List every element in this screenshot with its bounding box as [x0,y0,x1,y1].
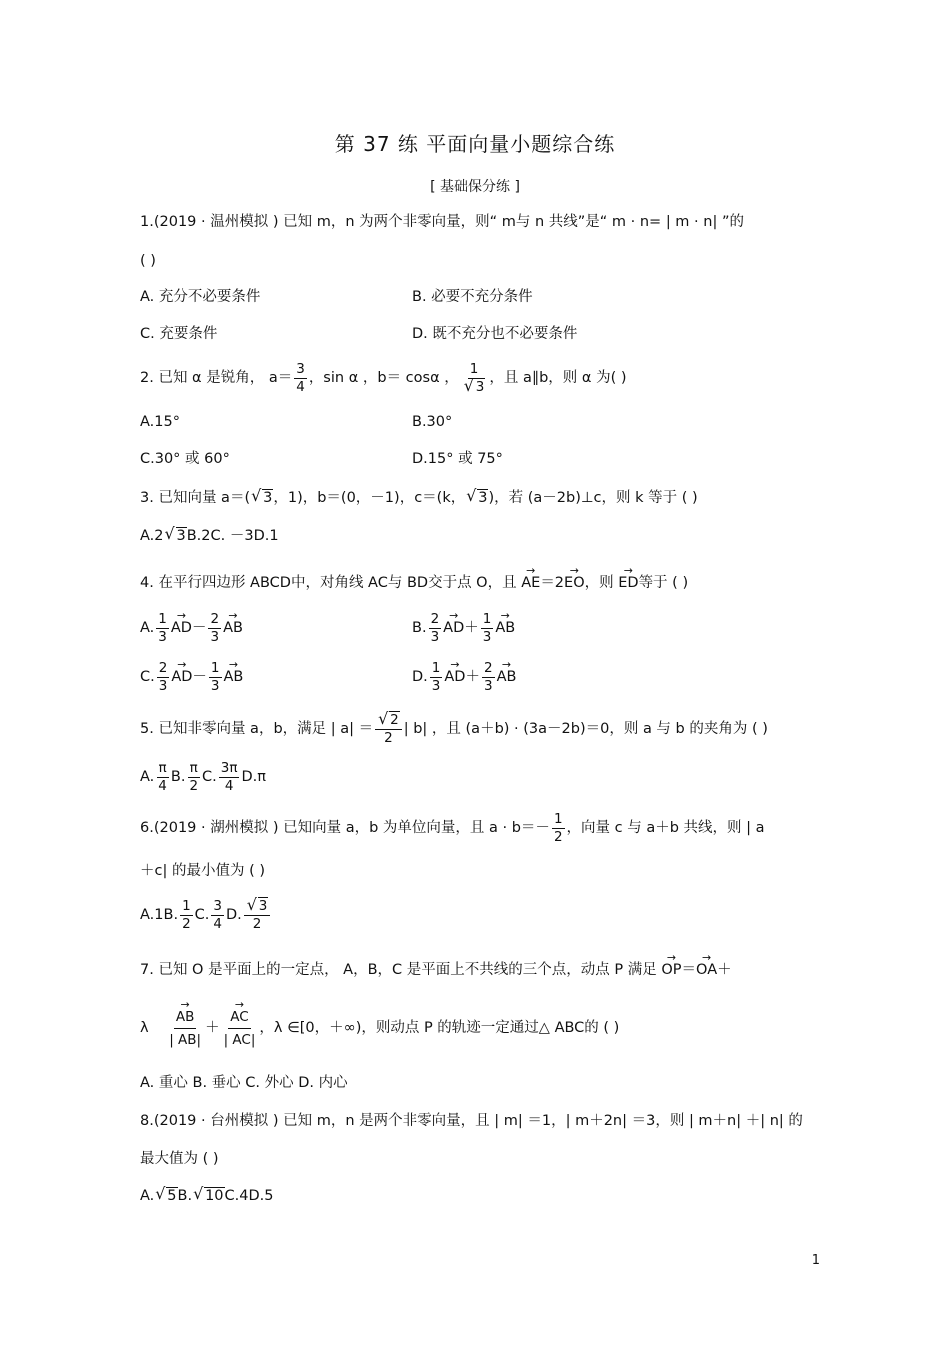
question-2-option-d: D.15° 或 75° [412,451,503,467]
option-label: D. [225,907,242,923]
option-label: C. [194,907,210,923]
question-4-text-mid: ，则 [584,575,619,591]
fraction-denominator: 3 [210,628,220,645]
question-4-option-b [412,609,515,647]
question-3-text-mid: ，1)，b＝(0，－1)，c＝(k， [273,490,466,506]
vector-oa: → OA [696,960,717,980]
fraction-numerator: 2 [210,610,220,627]
sqrt-sign [251,488,273,508]
question-8-options-rest: C.4D.5 [224,1188,274,1204]
question-1-option-d: D. 既不充分也不必要条件 [412,326,578,342]
fraction-denominator: 3 [430,628,440,645]
fraction-numerator: 1 [482,610,492,627]
question-1-option-a: A. 充分不必要条件 [140,289,261,305]
question-2-text-pre: 2. 已知 α 是锐角， a＝ [140,370,293,386]
option-label: A. [140,620,155,636]
question-7-options: A. 重心 B. 垂心 C. 外心 D. 内心 [140,1075,348,1091]
vector-eo: → EO [564,573,585,593]
fraction [482,660,495,695]
fraction-numerator: 3 [296,360,305,377]
fraction-numerator: π [189,759,198,776]
option-label: C. [202,769,217,785]
question-4-option-c [140,658,243,696]
fraction-numerator [244,898,271,916]
question-7-equals: ＝ [681,962,697,978]
option-label: A. [140,769,155,785]
option-label: A. [140,1188,155,1204]
radicand: 2 [390,711,399,728]
page-number: 1 [811,1253,820,1268]
fraction-numerator: 1 [469,360,479,377]
fraction-denominator: 4 [158,777,167,794]
question-7-stem-line2 [140,1000,619,1056]
fraction [244,898,271,933]
fraction-denominator: 2 [189,777,199,794]
sqrt-sign [247,898,269,915]
fraction-numerator: 2 [483,659,493,676]
question-5-text-pre: 5. 已知非零向量 a，b，满足 | a| ＝ [140,721,374,737]
option-label: C. [140,669,155,685]
fraction-denominator [461,379,488,396]
option-label: B. [412,620,427,636]
question-8-options [140,1186,274,1206]
fraction-numerator: 1 [210,659,220,676]
question-4-text-pre: 4. 在平行四边形 ABCD中，对角线 AC与 BD交于点 O，且 [140,575,522,591]
question-8-stem: 8.(2019 · 台州模拟 ) 已知 m，n 是两个非零向量，且 | m| ＝1，| m＋2n| ＝3，则 | m＋n| ＋| n| 的 [140,1113,803,1129]
fraction [219,760,240,795]
radicand: 3 [176,528,186,544]
fraction-denominator: 2 [553,828,563,845]
fraction-denominator: 4 [213,915,222,932]
question-2-text-post: ，且 a∥b，则 α 为( ) [489,370,627,386]
question-2-text-mid: ，sin α ，b＝ cosα ， [308,370,459,386]
question-2-option-b: B.30° [412,414,453,430]
fraction [429,611,442,646]
question-4-text-post: 等于 ( ) [638,575,689,591]
fraction-numerator: 1 [431,659,441,676]
fraction-denominator: 3 [483,677,493,694]
vector-ad: → AD [171,609,192,647]
fraction-numerator: 2 [158,659,168,676]
question-7-stem [140,960,732,980]
question-7-plus: ＋ [717,962,732,978]
fraction-numerator: 1 [158,610,167,627]
vector-ab: → AB [176,1006,195,1028]
question-6-text-pre: 6.(2019 · 湖州模拟 ) 已知向量 a，b 为单位向量，且 a · b＝－ [140,820,550,836]
option-label: B. [170,769,186,785]
fraction-denominator: 2 [384,729,393,746]
question-6-text-post: ，向量 c 与 a＋b 共线，则 | a [566,820,765,836]
vector-ad: → AD [444,658,465,696]
fraction [552,811,565,846]
fraction [180,898,193,933]
fraction-denominator: 2 [252,915,262,932]
question-5-stem [140,708,768,750]
question-6-options [140,895,272,935]
fraction [461,361,488,396]
vector-ac: → AC [230,1006,248,1028]
question-5-options [140,757,266,797]
fraction [211,898,224,933]
question-7-text-post: ，λ ∈[0，＋∞)，则动点 P 的轨迹一定通过△ ABC的 ( ) [259,1020,620,1036]
fraction-numerator: 1 [553,810,563,827]
page-title: 第 37 练 平面向量小题综合练 [334,132,616,156]
fraction-denominator: 4 [224,777,234,794]
fraction-numerator: 1 [182,897,191,914]
fraction [156,611,169,646]
fraction [167,1006,203,1051]
question-1-blank: ( ) [140,253,156,269]
section-heading: [ 基础保分练 ] [430,179,520,195]
lambda-symbol: λ [140,1020,149,1036]
operator: ＋ [464,620,479,636]
vector-ad: → AD [443,609,464,647]
vector-ed: → ED [618,573,638,593]
radicand: 3 [263,490,273,506]
question-3-text-pre: 3. 已知向量 a＝( [140,490,251,506]
fraction-numerator [174,1006,197,1029]
question-3-text-post: )，若 (a－2b)⊥c，则 k 等于 ( ) [488,490,698,506]
fraction-denominator: 2 [182,915,191,932]
fraction [222,1006,258,1051]
radicand: 3 [478,490,488,506]
question-2-stem [140,358,627,398]
operator: ＋ [465,669,480,685]
fraction-denominator: | AC| [223,1031,256,1048]
question-4-stem [140,573,688,593]
fraction [481,611,494,646]
vector-ab: → AB [495,609,515,647]
fraction-denominator: 4 [296,378,305,395]
operator: ＋ [205,1020,220,1036]
sqrt-sign [466,488,488,508]
vector-ae: → AE [521,573,540,593]
vector-ab: → AB [223,609,243,647]
option-label: D. [412,669,428,685]
fraction-numerator: 2 [430,610,440,627]
fraction-numerator: π [158,759,167,776]
vector-ab: → AB [497,658,517,696]
fraction-numerator: 3 [213,897,222,914]
sqrt-sign [193,1186,224,1206]
fraction-denominator: | AB| [169,1031,202,1048]
vector-op: → OP [661,960,681,980]
fraction-numerator: 3π [220,759,238,776]
option-label: A.1B. [140,907,179,923]
fraction [208,611,221,646]
question-3-options [140,526,279,546]
operator: － [191,620,207,636]
vector-ad: → AD [171,658,192,696]
radicand: 10 [205,1188,224,1204]
question-2-option-a: A.15° [140,414,180,430]
option-label: B. [177,1188,193,1204]
radicand: 5 [167,1188,177,1204]
fraction [294,361,307,396]
sqrt-sign [378,712,400,729]
sqrt-sign [155,1186,177,1206]
question-3-options-rest: B.2C. －3D.1 [186,528,279,544]
fraction [375,712,402,747]
question-1-stem: 1.(2019 · 温州模拟 ) 已知 m，n 为两个非零向量，则“ m与 n 共线”是“ m · n= | m · n| ”的 [140,214,744,230]
fraction-denominator: 3 [210,677,220,694]
sqrt-sign [464,379,486,396]
question-1-option-b: B. 必要不充分条件 [412,289,533,305]
sqrt-sign [165,526,187,546]
fraction [187,760,200,795]
question-4-option-a [140,609,243,647]
option-label: D.π [241,769,266,785]
question-4-option-d [412,658,516,696]
radicand: 3 [475,378,485,395]
fraction-denominator: 3 [158,677,168,694]
fraction [430,660,443,695]
fraction-numerator [375,712,402,730]
radicand: 3 [258,897,268,914]
question-2-option-c: C.30° 或 60° [140,451,230,467]
operator: － [192,669,207,685]
question-6-stem-line2: ＋c| 的最小值为 ( ) [140,863,265,879]
fraction [157,660,170,695]
question-8-stem-line2: 最大值为 ( ) [140,1151,219,1167]
question-6-stem [140,808,765,848]
fraction [209,660,222,695]
fraction-denominator: 3 [431,677,441,694]
vector-ab: → AB [224,658,244,696]
question-4-equals: ＝2 [540,575,565,591]
fraction-numerator [228,1006,250,1029]
question-7-text-pre: 7. 已知 O 是平面上的一定点， A，B，C 是平面上不共线的三个点，动点 P 满足 [140,962,662,978]
fraction-denominator: 3 [482,628,492,645]
fraction-denominator: 3 [158,628,167,645]
question-3-option-a-label: A.2 [140,528,164,544]
fraction [156,760,169,795]
question-5-text-post: | b| ，且 (a＋b) · (3a－2b)＝0，则 a 与 b 的夹角为 ( ) [403,721,768,737]
question-3-stem [140,488,698,508]
question-1-option-c: C. 充要条件 [140,326,218,342]
